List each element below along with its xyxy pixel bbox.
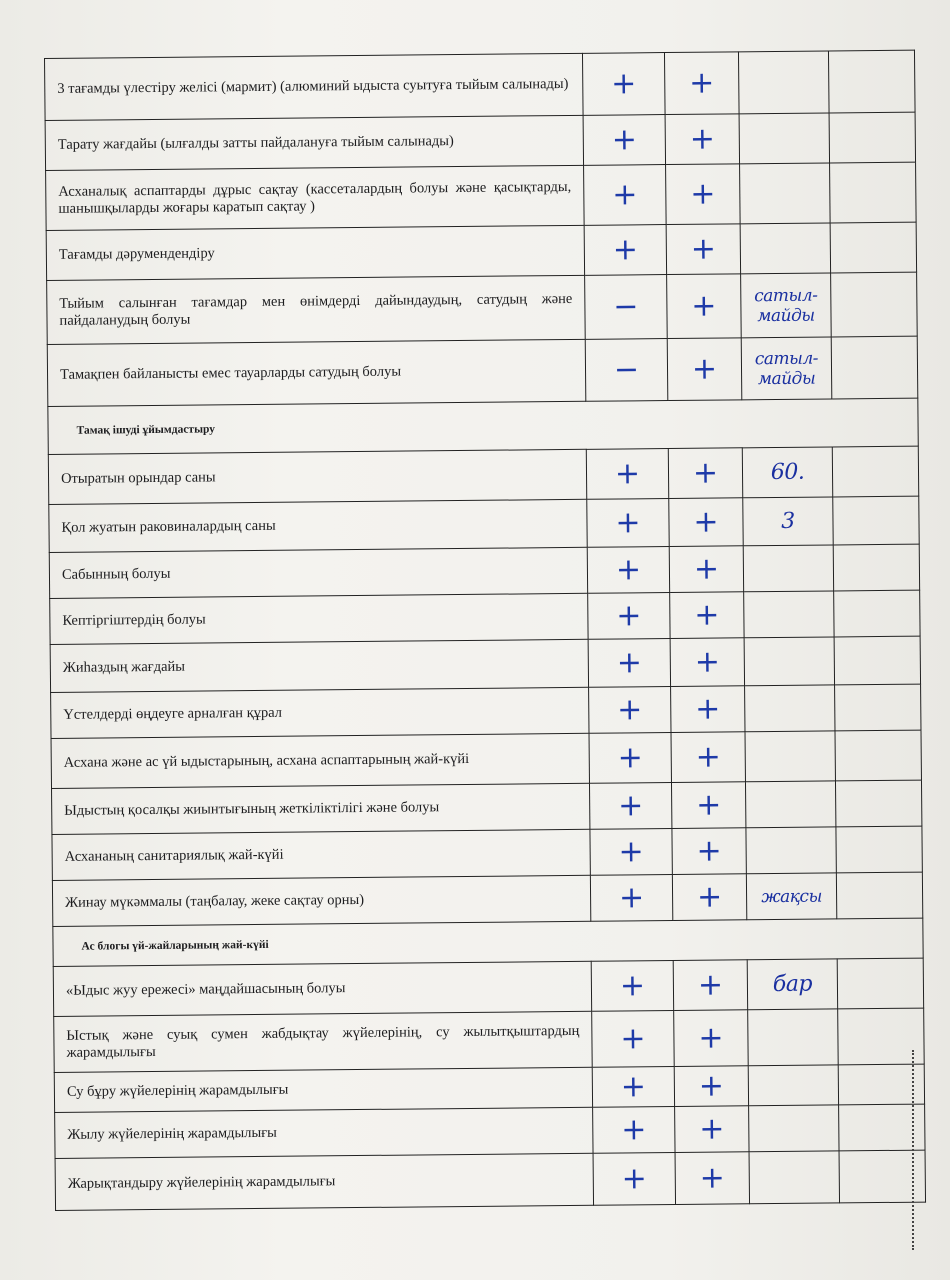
mark-column-2: + [667, 274, 742, 339]
empty-cell [837, 958, 923, 1009]
mark-column-2: + [672, 874, 746, 921]
table-row [45, 112, 915, 170]
handwritten-note: сатыл- майды [741, 273, 832, 338]
mark-column-1: − [585, 339, 668, 402]
criterion-label: Сабынның болуы [49, 547, 587, 598]
table-row [51, 684, 921, 738]
mark-column-2: + [674, 1066, 748, 1107]
mark-column-2: + [671, 732, 745, 783]
empty-cell [828, 50, 915, 113]
mark-column-1: + [591, 961, 673, 1012]
mark-column-2: + [671, 782, 745, 829]
mark-column-2: + [667, 338, 742, 401]
criterion-label: Асхана және ас үй ыдыстарының, асхана аспаптарының жай-күйі [51, 733, 589, 788]
mark-column-1: + [587, 499, 669, 548]
handwritten-note [738, 51, 829, 114]
empty-cell [834, 636, 920, 685]
mark-column-2: + [669, 546, 743, 593]
table-row [55, 1150, 925, 1210]
table-row [49, 496, 919, 552]
table-row [45, 50, 916, 120]
table-row [47, 272, 918, 344]
table-row [50, 590, 920, 644]
mark-column-2: + [666, 164, 741, 225]
mark-column-1: + [587, 547, 669, 594]
criterion-label: 3 тағамды үлестіру желісі (мармит) (алюминий ыдыста суытуға тыйым салынады) [45, 53, 584, 120]
mark-column-1: + [592, 1010, 675, 1067]
handwritten-note [744, 637, 834, 686]
handwritten-note: бар [747, 959, 837, 1010]
handwritten-note: 60. [742, 447, 832, 498]
criterion-label: Тамақпен байланысты емес тауарларды сатудың болуы [47, 339, 586, 406]
mark-column-2: + [670, 638, 744, 687]
mark-column-2: + [672, 828, 746, 875]
mark-column-2: + [664, 52, 739, 115]
mark-column-2: + [671, 686, 745, 733]
mark-column-2: + [665, 114, 739, 165]
criterion-label: «Ыдыс жуу ережесі» маңдайшасының болуы [53, 961, 591, 1016]
criterion-label: Су бұру жүйелерінің жарамдылығы [54, 1067, 592, 1112]
table-row [55, 1104, 925, 1158]
mark-column-1: + [582, 53, 665, 116]
mark-column-1: + [590, 829, 672, 876]
criterion-label: Тыйым салынған тағамдар мен өнімдерді дайындаудың, сатудың және пайдаланудың болуы [47, 275, 586, 344]
criterion-label: Жиһаздың жағдайы [50, 639, 588, 692]
inspection-table [44, 50, 926, 1211]
empty-cell [831, 336, 918, 399]
mark-column-2: + [675, 1152, 749, 1205]
mark-column-1: − [585, 275, 668, 340]
mark-column-1: + [593, 1106, 675, 1153]
criterion-label: Жинау мүкәммалы (таңбалау, жеке сақтау орны) [52, 875, 590, 926]
empty-cell [832, 446, 918, 497]
mark-column-2: + [669, 498, 743, 547]
empty-cell [836, 872, 922, 919]
table-row [49, 544, 919, 598]
inspection-table-body [45, 50, 926, 1210]
mark-column-1: + [588, 639, 670, 688]
empty-cell [830, 162, 917, 223]
section-title: Тамақ ішуді ұйымдастыру [48, 398, 918, 454]
empty-cell [831, 272, 918, 337]
mark-column-1: + [584, 225, 666, 276]
handwritten-note [740, 223, 830, 274]
inspection-table-sheet [44, 50, 925, 1230]
handwritten-note [745, 731, 835, 782]
handwritten-note [740, 163, 831, 224]
section-title: Ас блогы үй-жайларының жай-күйі [53, 918, 923, 966]
handwritten-note: сатыл- майды [741, 337, 832, 400]
table-row [52, 780, 922, 834]
handwritten-note [745, 781, 835, 828]
handwritten-note: 3 [743, 497, 833, 546]
handwritten-note [748, 1065, 838, 1106]
empty-cell [830, 222, 916, 273]
table-row [54, 1008, 924, 1072]
criterion-label: Тарату жағдайы (ылғалды затты пайдалануға тыйым салынады) [45, 115, 583, 170]
table-row [46, 222, 916, 280]
empty-cell [836, 826, 922, 873]
criterion-label: Жылу жүйелерінің жарамдылығы [55, 1107, 593, 1158]
handwritten-note [749, 1105, 839, 1152]
table-row [46, 162, 917, 230]
criterion-label: Үстелдерді өңдеуге арналған құрал [51, 687, 589, 738]
table-row [47, 336, 918, 406]
criterion-label: Ыдыстың қосалқы жиынтығының жеткіліктілігі және болуы [52, 783, 590, 834]
criterion-label: Отыратын орындар саны [48, 449, 586, 504]
empty-cell [833, 496, 919, 545]
criterion-label: Кептіргіштердің болуы [50, 593, 588, 644]
mark-column-1: + [584, 165, 667, 226]
mark-column-2: + [674, 1010, 749, 1067]
empty-cell [834, 590, 920, 637]
empty-cell [835, 780, 921, 827]
handwritten-note [744, 591, 834, 638]
table-row [48, 446, 918, 504]
mark-column-2: + [668, 448, 742, 499]
handwritten-note [743, 545, 833, 592]
criterion-label: Қол жуатын раковиналардың саны [49, 499, 587, 552]
empty-cell [833, 544, 919, 591]
mark-column-1: + [589, 783, 671, 830]
handwritten-note: жақсы [746, 873, 836, 920]
handwritten-note [746, 827, 836, 874]
section-header-row [48, 398, 918, 454]
table-row [52, 872, 922, 926]
mark-column-1: + [593, 1152, 675, 1205]
empty-cell [835, 684, 921, 731]
criterion-label: Тағамды дәрумендендіру [46, 225, 584, 280]
mark-column-2: + [670, 592, 744, 639]
criterion-label: Ыстық және суық сумен жабдықтау жүйелерінің, су жылытқыштардың жарамдылығы [54, 1011, 593, 1072]
criterion-label: Жарықтандыру жүйелерінің жарамдылығы [55, 1153, 593, 1210]
handwritten-note [739, 113, 829, 164]
criterion-label: Асханалық аспаптарды дұрыс сақтау (кассеталардың болуы және қасықтарды, шанышқыларды жоғары каратып сақтау ) [46, 165, 585, 230]
mark-column-2: + [666, 224, 740, 275]
table-row [52, 826, 922, 880]
empty-cell [829, 112, 915, 163]
mark-column-2: + [675, 1106, 749, 1153]
handwritten-note [748, 1009, 839, 1066]
mark-column-1: + [589, 687, 671, 734]
mark-column-1: + [589, 733, 671, 784]
criterion-label: Асхананың санитариялық жай-күйі [52, 829, 590, 880]
mark-column-1: + [586, 449, 668, 500]
mark-column-2: + [673, 960, 747, 1011]
margin-dots [910, 1050, 914, 1250]
table-row [50, 636, 920, 692]
mark-column-1: + [592, 1066, 674, 1107]
mark-column-1: + [583, 115, 665, 166]
table-row [53, 958, 923, 1016]
mark-column-1: + [590, 875, 672, 922]
empty-cell [835, 730, 921, 781]
mark-column-1: + [588, 593, 670, 640]
table-row [51, 730, 921, 788]
handwritten-note [749, 1151, 839, 1204]
handwritten-note [745, 685, 835, 732]
